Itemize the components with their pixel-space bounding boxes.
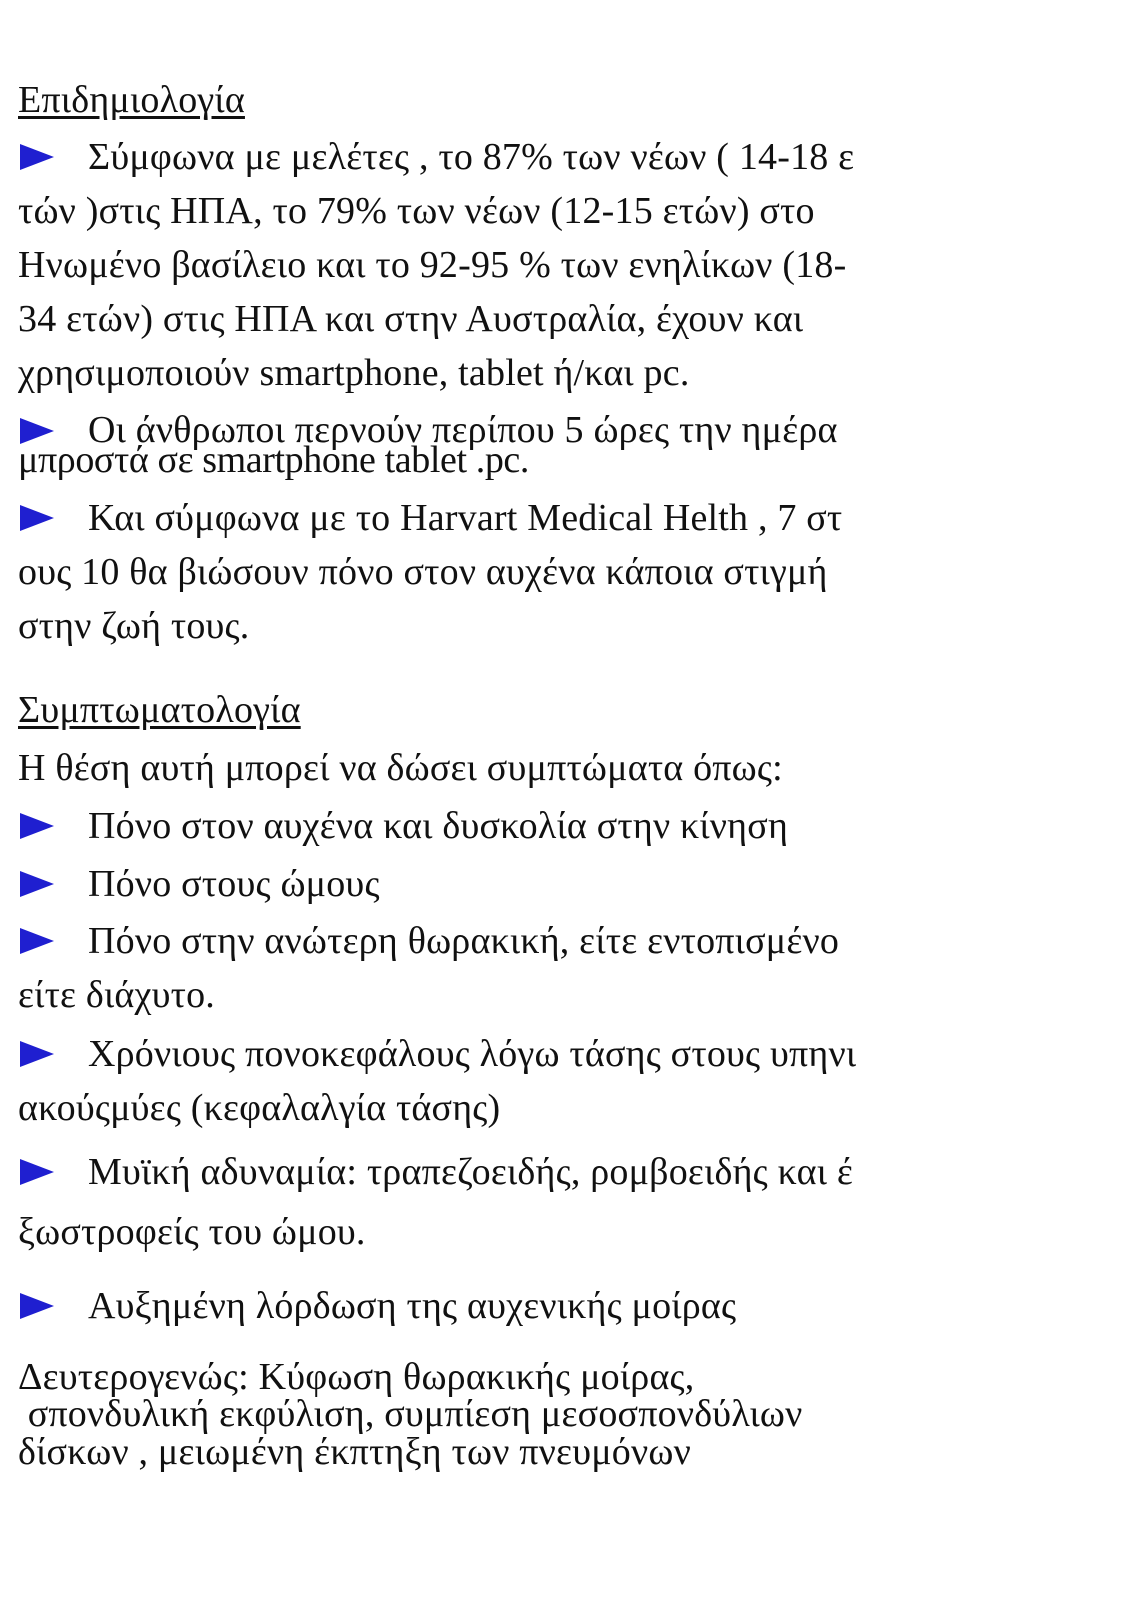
epidemiology-bullet1-line5: χρησιμοποιούν smartphone, tablet ή/και pc. <box>18 352 690 394</box>
symptoms-bullet5-line1: Μυϊκή αδυναμία: τραπεζοειδής, ρομβοειδής και έ <box>88 1151 854 1193</box>
epidemiology-bullet3-line3: στην ζωή τους. <box>18 605 250 647</box>
bullet-arrow-icon <box>20 1293 54 1319</box>
symptoms-bullet6: Αυξημένη λόρδωση της αυχενικής μοίρας <box>88 1285 737 1327</box>
symptoms-intro: Η θέση αυτή μπορεί να δώσει συμπτώματα όπως: <box>18 747 783 789</box>
symptoms-bullet3-line2: είτε διάχυτο. <box>18 974 215 1016</box>
bullet-arrow-icon <box>20 1159 54 1185</box>
symptoms-secondary-line2: σπονδυλική εκφύλιση, συμπίεση μεσοσπονδύλιων <box>18 1393 803 1435</box>
bullet-arrow-icon <box>20 928 54 954</box>
bullet-arrow-icon <box>20 871 54 897</box>
epidemiology-bullet1-line2: τών )στις ΗΠΑ, το 79% των νέων (12-15 ετών) στο <box>18 190 815 232</box>
symptoms-bullet3-line1: Πόνο στην ανώτερη θωρακική, είτε εντοπισμένο <box>88 920 840 962</box>
epidemiology-bullet2-line1: Οι άνθρωποι περνούν περίπου 5 ώρες την ημέρα <box>88 409 838 451</box>
bullet-arrow-icon <box>20 1041 54 1067</box>
epidemiology-bullet3-line2: ους 10 θα βιώσουν πόνο στον αυχένα κάποια στιγμή <box>18 551 828 593</box>
symptoms-bullet4-line1: Χρόνιους πονοκεφάλους λόγω τάσης στους υπηνι <box>88 1033 857 1075</box>
epidemiology-bullet1-line4: 34 ετών) στις ΗΠΑ και στην Αυστραλία, έχουν και <box>18 298 804 340</box>
symptoms-bullet1: Πόνο στον αυχένα και δυσκολία στην κίνηση <box>88 805 789 847</box>
epidemiology-bullet3-line1: Και σύμφωνα με το Harvart Medical Helth , 7 στ <box>88 497 843 539</box>
bullet-arrow-icon <box>20 144 54 170</box>
epidemiology-bullet2-line2: μπροστά σε smartphone tablet .pc. <box>18 439 529 481</box>
symptoms-secondary-line1: Δευτερογενώς: Κύφωση θωρακικής μοίρας, <box>18 1356 695 1398</box>
epidemiology-bullet1-line1: Σύμφωνα με μελέτες , το 87% των νέων ( 14-18 ε <box>88 136 855 178</box>
bullet-arrow-icon <box>20 813 54 839</box>
section-heading-epidemiology: Επιδημιολογία <box>18 79 245 121</box>
symptoms-bullet2: Πόνο στους ώμους <box>88 863 380 905</box>
section-heading-symptoms: Συμπτωματολογία <box>18 689 301 731</box>
epidemiology-bullet1-line3: Ηνωμένο βασίλειο και το 92-95 % των ενηλίκων (18- <box>18 244 847 286</box>
symptoms-bullet4-line2: ακούςμύες (κεφαλαλγία τάσης) <box>18 1087 501 1129</box>
symptoms-secondary-line3: δίσκων , μειωμένη έκπτηξη των πνευμόνων <box>18 1431 691 1473</box>
bullet-arrow-icon <box>20 505 54 531</box>
symptoms-bullet5-line2: ξωστροφείς του ώμου. <box>18 1211 366 1253</box>
